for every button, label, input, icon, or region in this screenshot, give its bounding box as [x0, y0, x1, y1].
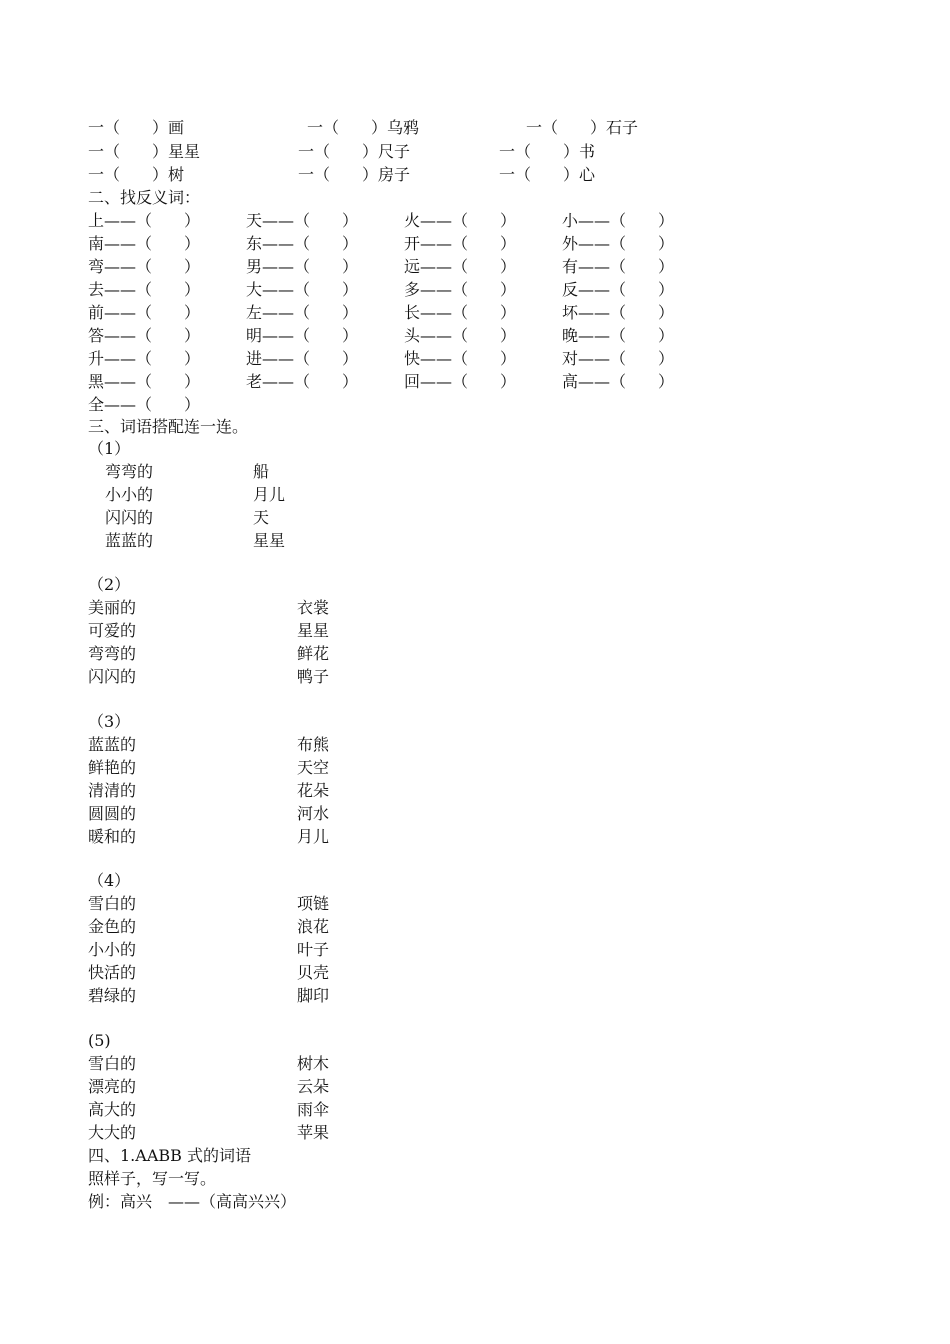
match-right-word: 项链 [297, 894, 330, 913]
measure-word-item: 一（ ）石子 [526, 118, 639, 137]
measure-word-item: 一（ ）乌鸦 [307, 118, 420, 137]
match-left-word: 漂亮的 [88, 1077, 137, 1096]
antonym-item: 对——（ ） [562, 349, 675, 368]
match-left-word: 弯弯的 [88, 644, 137, 663]
match-right-word: 星星 [297, 621, 330, 640]
match-left-word: 蓝蓝的 [105, 531, 154, 550]
antonym-item: 左——（ ） [246, 303, 359, 322]
match-right-word: 布熊 [297, 735, 330, 754]
measure-word-item: 一（ ）房子 [298, 165, 411, 184]
match-right-word: 树木 [297, 1054, 330, 1073]
antonym-item: 大——（ ） [246, 280, 359, 299]
antonym-item: 老——（ ） [246, 372, 359, 391]
antonym-item: 天——（ ） [246, 211, 359, 230]
match-group-label: （1） [88, 439, 131, 458]
antonym-item: 明——（ ） [246, 326, 359, 345]
antonym-item: 南——（ ） [88, 234, 201, 253]
antonym-item: 男——（ ） [246, 257, 359, 276]
match-left-word: 可爱的 [88, 621, 137, 640]
match-group-label: （2） [88, 575, 131, 594]
match-right-word: 花朵 [297, 781, 330, 800]
section-title-aabb: 四、1.AABB 式的词语 [88, 1146, 251, 1165]
antonym-item: 进——（ ） [246, 349, 359, 368]
antonym-item: 快——（ ） [404, 349, 517, 368]
antonym-item: 高——（ ） [562, 372, 675, 391]
match-right-word: 衣裳 [297, 598, 330, 617]
match-left-word: 闪闪的 [88, 667, 137, 686]
match-left-word: 蓝蓝的 [88, 735, 137, 754]
match-left-word: 雪白的 [88, 894, 137, 913]
match-left-word: 快活的 [88, 963, 137, 982]
measure-word-item: 一（ ）星星 [88, 142, 201, 161]
match-right-word: 脚印 [297, 986, 330, 1005]
match-group-label: （4） [88, 871, 131, 890]
match-left-word: 雪白的 [88, 1054, 137, 1073]
match-right-word: 船 [253, 462, 270, 481]
match-group-label: (5) [88, 1031, 111, 1050]
measure-word-item: 一（ ）树 [88, 165, 185, 184]
match-left-word: 小小的 [105, 485, 154, 504]
measure-word-item: 一（ ）画 [88, 118, 185, 137]
section-example: 例：高兴 ——（高高兴兴） [88, 1192, 297, 1211]
match-right-word: 叶子 [297, 940, 330, 959]
match-right-word: 月儿 [297, 827, 330, 846]
match-left-word: 鲜艳的 [88, 758, 137, 777]
match-right-word: 苹果 [297, 1123, 330, 1142]
antonym-item: 晚——（ ） [562, 326, 675, 345]
antonym-item: 远——（ ） [404, 257, 517, 276]
match-right-word: 鸭子 [297, 667, 330, 686]
antonym-item: 坏——（ ） [562, 303, 675, 322]
match-left-word: 清清的 [88, 781, 137, 800]
section-title-matching: 三、词语搭配连一连。 [88, 417, 249, 436]
match-left-word: 金色的 [88, 917, 137, 936]
antonym-item: 外——（ ） [562, 234, 675, 253]
match-right-word: 鲜花 [297, 644, 330, 663]
antonym-item: 长——（ ） [404, 303, 517, 322]
match-right-word: 云朵 [297, 1077, 330, 1096]
measure-word-item: 一（ ）尺子 [298, 142, 411, 161]
section-instruction: 照样子，写一写。 [88, 1169, 217, 1188]
antonym-item: 多——（ ） [404, 280, 517, 299]
antonym-item: 有——（ ） [562, 257, 675, 276]
match-right-word: 天空 [297, 758, 330, 777]
match-right-word: 星星 [253, 531, 286, 550]
antonym-item: 升——（ ） [88, 349, 201, 368]
section-title-antonyms: 二、找反义词： [88, 188, 201, 207]
match-left-word: 弯弯的 [105, 462, 154, 481]
match-right-word: 雨伞 [297, 1100, 330, 1119]
match-left-word: 小小的 [88, 940, 137, 959]
match-left-word: 闪闪的 [105, 508, 154, 527]
match-right-word: 月儿 [253, 485, 286, 504]
antonym-item: 小——（ ） [562, 211, 675, 230]
antonym-item: 全——（ ） [88, 395, 201, 414]
match-left-word: 大大的 [88, 1123, 137, 1142]
antonym-item: 反——（ ） [562, 280, 675, 299]
measure-word-item: 一（ ）书 [499, 142, 596, 161]
match-right-word: 河水 [297, 804, 330, 823]
antonym-item: 去——（ ） [88, 280, 201, 299]
antonym-item: 开——（ ） [404, 234, 517, 253]
match-left-word: 高大的 [88, 1100, 137, 1119]
antonym-item: 回——（ ） [404, 372, 517, 391]
match-group-label: （3） [88, 712, 131, 731]
measure-word-item: 一（ ）心 [499, 165, 596, 184]
antonym-item: 东——（ ） [246, 234, 359, 253]
match-right-word: 贝壳 [297, 963, 330, 982]
antonym-item: 弯——（ ） [88, 257, 201, 276]
match-left-word: 暖和的 [88, 827, 137, 846]
antonym-item: 头——（ ） [404, 326, 517, 345]
antonym-item: 火——（ ） [404, 211, 517, 230]
antonym-item: 上——（ ） [88, 211, 201, 230]
match-left-word: 碧绿的 [88, 986, 137, 1005]
match-left-word: 圆圆的 [88, 804, 137, 823]
match-right-word: 浪花 [297, 917, 330, 936]
match-right-word: 天 [253, 508, 270, 527]
match-left-word: 美丽的 [88, 598, 137, 617]
antonym-item: 前——（ ） [88, 303, 201, 322]
antonym-item: 答——（ ） [88, 326, 201, 345]
antonym-item: 黑——（ ） [88, 372, 201, 391]
